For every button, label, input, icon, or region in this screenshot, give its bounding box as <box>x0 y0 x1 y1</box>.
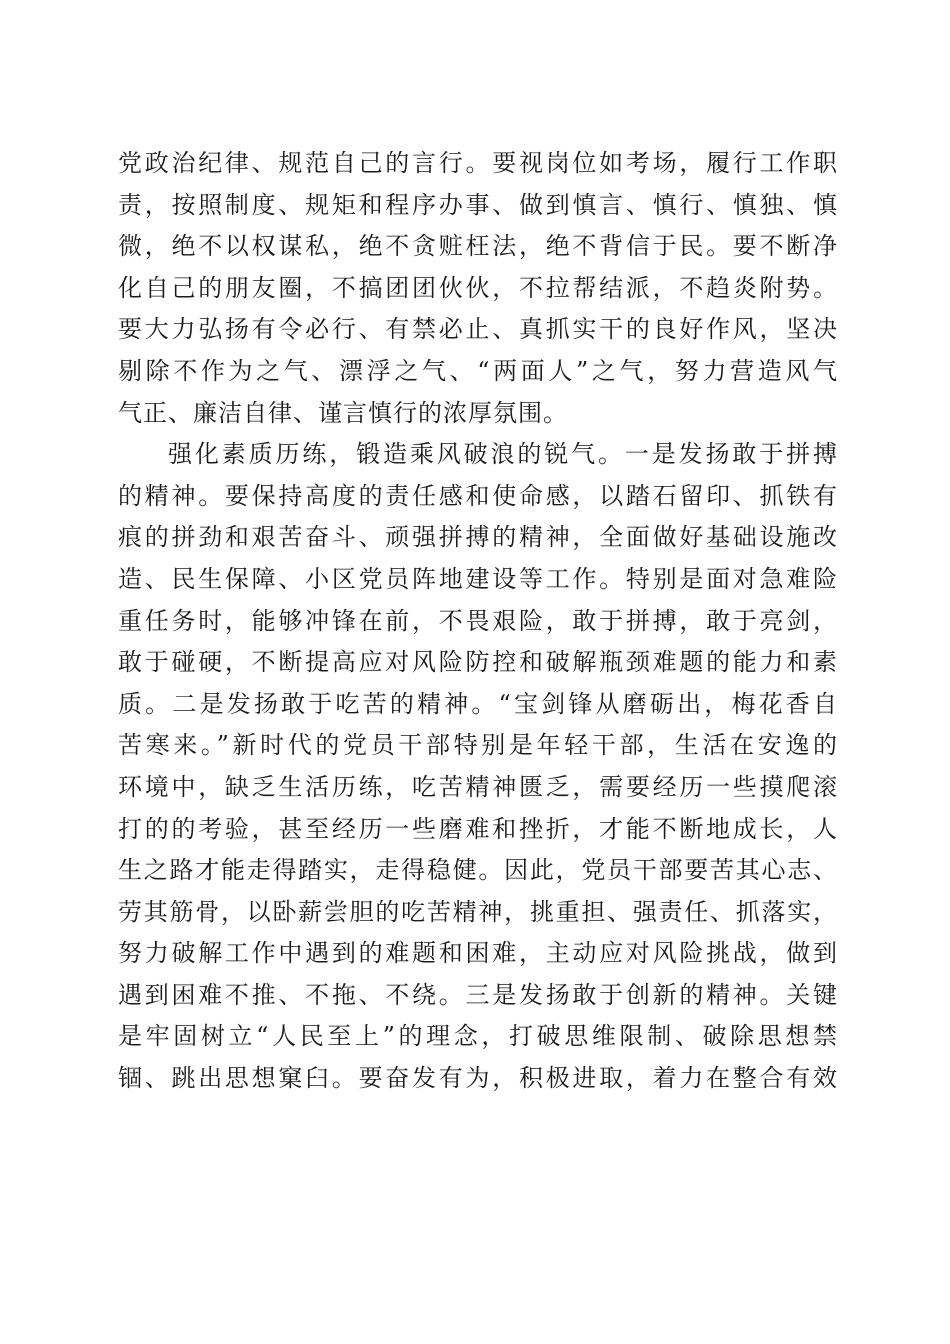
text-line: 环境中，缺乏生活历练，吃苦精神匮乏，需要经历一些摸爬滚 <box>118 772 838 801</box>
text-line: 强化素质历练，锻造乘风破浪的锐气。一是发扬敢于拼搏 <box>168 440 838 469</box>
text-line: 努力破解工作中遇到的难题和困难，主动应对风险挑战，做到 <box>118 939 838 968</box>
text-line: 敢于碰硬，不断提高应对风险防控和破解瓶颈难题的能力和素 <box>118 648 838 677</box>
document-body <box>118 143 838 1100</box>
text-line: 痕的拼劲和艰苦奋斗、顽强拼搏的精神，全面做好基础设施改 <box>118 523 838 552</box>
text-line: 责，按照制度、规矩和程序办事、做到慎言、慎行、慎独、慎 <box>118 190 838 219</box>
text-line: 打的的考验，甚至经历一些磨难和挫折，才能不断地成长，人 <box>118 814 838 843</box>
text-line: 要大力弘扬有令必行、有禁必止、真抓实干的良好作风，坚决 <box>118 315 838 344</box>
text-line: 锢、跳出思想窠臼。要奋发有为，积极进取，着力在整合有效 <box>118 1064 838 1093</box>
text-line: 的精神。要保持高度的责任感和使命感，以踏石留印、抓铁有 <box>118 481 838 510</box>
text-line: 劳其筋骨，以卧薪尝胆的吃苦精神，挑重担、强责任、抓落实， <box>118 897 838 926</box>
text-line: 苦寒来。”新时代的党员干部特别是年轻干部，生活在安逸的 <box>118 731 838 760</box>
text-line: 遇到困难不推、不拖、不绕。三是发扬敢于创新的精神。关键 <box>118 980 838 1009</box>
text-line: 气正、廉洁自律、谨言慎行的浓厚氛围。 <box>118 398 568 427</box>
text-line: 重任务时，能够冲锋在前，不畏艰险，敢于拼搏，敢于亮剑， <box>118 606 838 635</box>
text-line: 是牢固树立“人民至上”的理念，打破思维限制、破除思想禁 <box>118 1022 838 1051</box>
text-line: 生之路才能走得踏实，走得稳健。因此，党员干部要苦其心志、 <box>118 856 838 885</box>
text-line: 造、民生保障、小区党员阵地建设等工作。特别是面对急难险 <box>118 564 838 593</box>
text-line: 质。二是发扬敢于吃苦的精神。“宝剑锋从磨砺出，梅花香自 <box>118 689 838 718</box>
text-line: 党政治纪律、规范自己的言行。要视岗位如考场，履行工作职 <box>118 149 838 177</box>
text-line: 剔除不作为之气、漂浮之气、“两面人”之气，努力营造风气 <box>118 356 838 385</box>
text-line: 化自己的朋友圈，不搞团团伙伙，不拉帮结派，不趋炎附势。 <box>118 273 838 302</box>
paragraph-1 <box>118 143 838 434</box>
paragraph-2 <box>118 434 838 1100</box>
text-line: 微，绝不以权谋私，绝不贪赃枉法，绝不背信于民。要不断净 <box>118 232 838 261</box>
